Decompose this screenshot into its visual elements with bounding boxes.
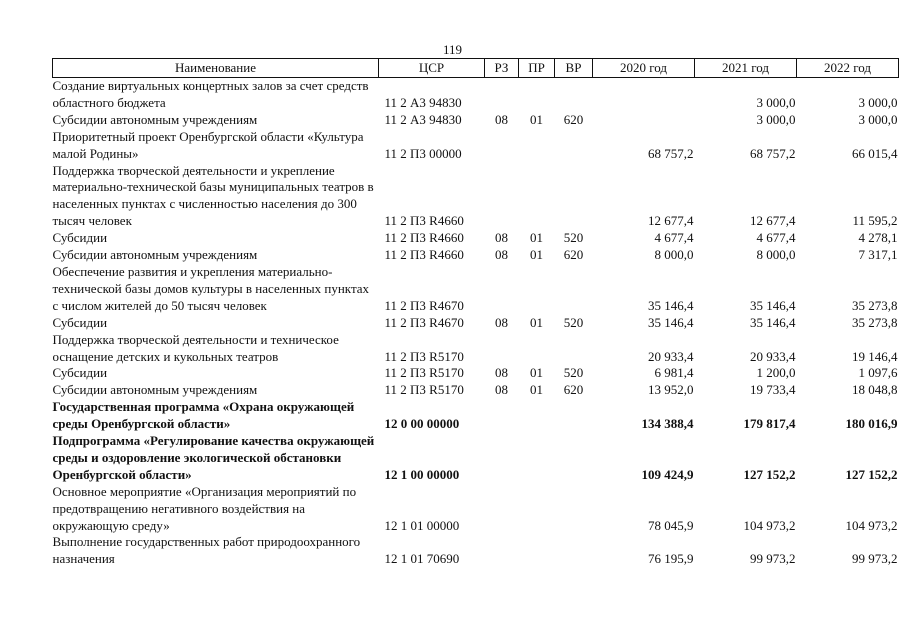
row-csr: 11 2 П3 00000 <box>384 145 462 161</box>
row-pr <box>519 484 555 535</box>
row-pr: 01 <box>530 111 543 127</box>
row-rz: 08 <box>495 314 508 330</box>
row-rz <box>485 399 519 433</box>
table-row <box>53 230 899 247</box>
row-pr <box>519 163 555 231</box>
row-name: Субсидии автономным учреждениям <box>52 382 258 398</box>
row-vr: 520 <box>563 314 584 330</box>
row-rz: 08 <box>495 382 508 398</box>
row-name: Основное мероприятие «Организация мероприятий по предотвращению негативного воздействия на окружающую среду» <box>52 483 357 533</box>
row-2020: 109 424,9 <box>641 466 694 482</box>
row-pr: 01 <box>530 230 543 246</box>
row-2020: 35 146,4 <box>648 314 694 330</box>
header-2021: 2021 год <box>695 59 797 78</box>
row-pr <box>519 78 555 112</box>
row-vr <box>555 264 593 315</box>
table-header-row <box>53 59 899 78</box>
table-row <box>53 332 899 366</box>
budget-table <box>52 58 899 568</box>
row-vr <box>555 484 593 535</box>
row-2022: 4 278,1 <box>858 230 898 246</box>
row-2021: 68 757,2 <box>750 145 796 161</box>
header-rz: РЗ <box>485 59 519 78</box>
row-2020: 6 981,4 <box>654 365 694 381</box>
row-csr: 12 1 01 00000 <box>384 517 460 533</box>
row-vr <box>555 534 593 568</box>
table-row <box>53 264 899 315</box>
row-pr: 01 <box>530 382 543 398</box>
row-2021: 127 152,2 <box>743 466 796 482</box>
row-rz: 08 <box>495 230 508 246</box>
row-2020: 4 677,4 <box>654 230 694 246</box>
row-pr <box>519 129 555 163</box>
table-row <box>53 382 899 399</box>
row-rz <box>485 264 519 315</box>
row-2021: 35 146,4 <box>750 314 796 330</box>
row-vr: 520 <box>563 365 584 381</box>
row-2021: 20 933,4 <box>750 348 796 364</box>
table-row <box>53 534 899 568</box>
row-rz <box>485 163 519 231</box>
row-vr <box>555 332 593 366</box>
row-2022: 104 973,2 <box>845 517 898 533</box>
row-2020: 35 146,4 <box>648 297 694 313</box>
row-pr: 01 <box>530 314 543 330</box>
row-csr: 11 2 П3 R4670 <box>384 314 464 330</box>
table-row <box>53 365 899 382</box>
row-rz <box>485 484 519 535</box>
row-2022: 35 273,8 <box>852 314 898 330</box>
row-name: Приоритетный проект Оренбургской области «Культура малой Родины» <box>52 128 364 161</box>
row-2020: 13 952,0 <box>648 382 694 398</box>
row-2021: 8 000,0 <box>756 247 796 263</box>
row-2022: 3 000,0 <box>858 94 898 110</box>
row-2022: 18 048,8 <box>852 382 898 398</box>
row-csr: 11 2 П3 R4670 <box>384 297 464 313</box>
row-2021: 3 000,0 <box>756 94 796 110</box>
row-pr <box>519 332 555 366</box>
page-number: 119 <box>442 42 463 57</box>
row-name: Поддержка творческой деятельности и техническое оснащение детских и кукольных театров <box>52 331 339 364</box>
row-pr: 01 <box>530 247 543 263</box>
row-2020 <box>593 112 695 129</box>
row-rz <box>485 129 519 163</box>
row-2021: 19 733,4 <box>750 382 796 398</box>
row-csr: 11 2 А3 94830 <box>384 94 462 110</box>
row-csr: 11 2 П3 R4660 <box>384 230 464 246</box>
header-pr: ПР <box>519 59 555 78</box>
row-2020: 12 677,4 <box>648 213 694 229</box>
row-name: Субсидии автономным учреждениям <box>52 247 258 263</box>
table-row <box>53 315 899 332</box>
table-row <box>53 112 899 129</box>
row-2021: 99 973,2 <box>750 551 796 567</box>
row-pr <box>519 264 555 315</box>
table-row <box>53 163 899 231</box>
row-name: Поддержка творческой деятельности и укрепление материально-технической базы муниципальных театров в населенных пунктах с численностью населения до 300 тысяч человек <box>52 162 374 229</box>
row-csr: 12 0 00 00000 <box>384 416 460 432</box>
row-rz <box>485 433 519 484</box>
row-vr <box>555 163 593 231</box>
row-vr <box>555 399 593 433</box>
row-rz: 08 <box>495 365 508 381</box>
table-row <box>53 247 899 264</box>
row-2020: 20 933,4 <box>648 348 694 364</box>
row-2022: 7 317,1 <box>858 247 898 263</box>
header-csr: ЦСР <box>379 59 485 78</box>
row-2021: 12 677,4 <box>750 213 796 229</box>
table-row <box>53 78 899 112</box>
row-pr <box>519 399 555 433</box>
row-2021: 35 146,4 <box>750 297 796 313</box>
row-2022: 127 152,2 <box>845 466 898 482</box>
row-2020: 78 045,9 <box>648 517 694 533</box>
row-name: Субсидии <box>52 314 108 330</box>
row-rz <box>485 332 519 366</box>
row-name: Субсидии <box>52 365 108 381</box>
row-2020: 134 388,4 <box>641 416 694 432</box>
row-2020: 68 757,2 <box>648 145 694 161</box>
row-csr: 11 2 А3 94830 <box>384 111 462 127</box>
row-vr <box>555 433 593 484</box>
row-name: Выполнение государственных работ природоохранного назначения <box>52 534 361 567</box>
row-name: Обеспечение развития и укрепления материально-технической базы домов культуры в населенных пунктах с числом жителей до 50 тысяч человек <box>52 263 370 313</box>
row-2021: 1 200,0 <box>756 365 796 381</box>
row-2020: 76 195,9 <box>648 551 694 567</box>
row-2022: 1 097,6 <box>858 365 898 381</box>
row-2022: 19 146,4 <box>852 348 898 364</box>
row-2020 <box>593 78 695 112</box>
header-2020: 2020 год <box>593 59 695 78</box>
row-csr: 12 1 01 70690 <box>384 551 460 567</box>
row-csr: 11 2 П3 R5170 <box>384 382 464 398</box>
table-row <box>53 129 899 163</box>
row-csr: 11 2 П3 R5170 <box>384 348 464 364</box>
row-name: Государственная программа «Охрана окружающей среды Оренбургской области» <box>52 399 355 432</box>
row-2022: 66 015,4 <box>852 145 898 161</box>
row-2021: 179 817,4 <box>743 416 796 432</box>
header-name: Наименование <box>53 59 379 78</box>
table-row <box>53 484 899 535</box>
row-2022: 3 000,0 <box>858 111 898 127</box>
row-rz <box>485 534 519 568</box>
row-vr: 620 <box>563 111 584 127</box>
row-name: Подпрограмма «Регулирование качества окружающей среды и оздоровление экологической обстановки Оренбургской области» <box>52 433 375 482</box>
row-pr <box>519 534 555 568</box>
row-name: Субсидии автономным учреждениям <box>52 111 258 127</box>
row-vr: 520 <box>563 230 584 246</box>
row-2022: 99 973,2 <box>852 551 898 567</box>
header-2022: 2022 год <box>797 59 899 78</box>
row-rz <box>485 78 519 112</box>
row-2021: 4 677,4 <box>756 230 796 246</box>
row-name: Субсидии <box>52 230 108 246</box>
row-pr <box>519 433 555 484</box>
row-2020: 8 000,0 <box>654 247 694 263</box>
row-2021: 104 973,2 <box>743 517 796 533</box>
row-csr: 12 1 00 00000 <box>384 466 460 482</box>
row-2022: 180 016,9 <box>845 416 898 432</box>
row-rz: 08 <box>495 111 508 127</box>
row-vr: 620 <box>563 382 584 398</box>
row-2022: 35 273,8 <box>852 297 898 313</box>
row-vr <box>555 78 593 112</box>
row-csr: 11 2 П3 R4660 <box>384 213 464 229</box>
header-vr: ВР <box>555 59 593 78</box>
row-2021: 3 000,0 <box>756 111 796 127</box>
row-2022: 11 595,2 <box>852 213 898 229</box>
row-csr: 11 2 П3 R5170 <box>384 365 464 381</box>
row-vr <box>555 129 593 163</box>
row-rz: 08 <box>495 247 508 263</box>
row-csr: 11 2 П3 R4660 <box>384 247 464 263</box>
table-row <box>53 399 899 433</box>
row-pr: 01 <box>530 365 543 381</box>
row-vr: 620 <box>563 247 584 263</box>
table-row <box>53 433 899 484</box>
row-name: Создание виртуальных концертных залов за счет средств областного бюджета <box>52 78 369 110</box>
